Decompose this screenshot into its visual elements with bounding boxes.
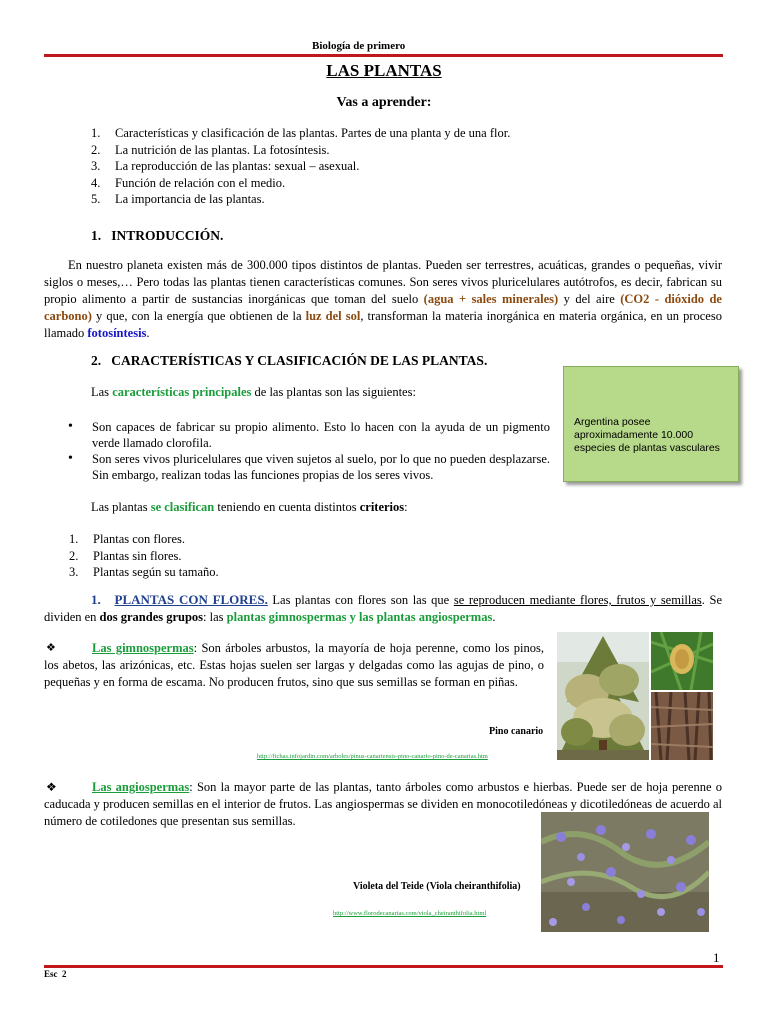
footer-rule (44, 965, 723, 968)
list-item: 2. La nutrición de las plantas. La fotosíntesis. (91, 142, 330, 157)
bullet-icon: • (68, 451, 73, 466)
list-item: 5. La importancia de las plantas. (91, 192, 265, 206)
criteria-list (69, 531, 369, 581)
characteristics-intro: Las características principales de las plantas son las siguientes: (91, 385, 416, 399)
section-heading-caracteristicas: 2. CARACTERÍSTICAS Y CLASIFICACIÓN DE LAS PLANTAS. (91, 353, 488, 368)
page-title: LAS PLANTAS (326, 61, 442, 80)
pine-caption: Pino canario (489, 726, 544, 737)
pine-cone-image (651, 632, 713, 690)
diamond-bullet-icon: ❖ (46, 642, 56, 654)
note-box-text: Argentina posee aproximadamente 10.000 especies de plantas vasculares (574, 416, 720, 454)
list-item: 1. Características y clasificación de las plantas. Partes de una planta y de una flor. (91, 126, 511, 140)
diamond-bullet-icon: ❖ (46, 780, 57, 794)
characteristics-list (66, 419, 550, 483)
header-rule (44, 54, 723, 57)
list-item: 4. Función de relación con el medio. (91, 175, 286, 190)
gymnosperms-paragraph: Las gimnospermas: Son árboles arbustos, la mayoría de hoja perenne, como los pinos, los abetos, las arizónicas, etc. Estas hojas suelen ser largas y delgadas como las agujas de pino, o pequeñas y en forma de escama. No producen frutos, sino que sus semillas se forman en piñas. (44, 641, 545, 689)
list-item: 1. Plantas con flores. (69, 532, 185, 546)
section-heading-introduccion: 1. INTRODUCCIÓN. (91, 228, 224, 243)
list-item: • Son capaces de fabricar su propio alimento. Esto lo hacen con la ayuda de un pigmento verde llamado clorofila. (68, 419, 550, 450)
bullet-icon: • (68, 419, 73, 434)
note-box (563, 366, 739, 482)
page-number: 1 (713, 950, 720, 965)
intro-paragraph: En nuestro planeta existen más de 300.000 tipos distintos de plantas. Pueden ser terrestres, acuáticas, grandes o pequeñas, vivir siglos o meses,… Pero todas las plantas tienen características comunes. Son seres vivos pluricelulares autótrofos, es decir, fabrican su propio alimento a partir de sustancias inorgánicas que toman del suelo (agua + sales minerales) y del aire (CO2 - dióxido de carbono) y que, con la energía que obtienen de la luz del sol, transforman la materia inorgánica en materia orgánica, en un proceso llamado fotosíntesis. (44, 258, 722, 340)
violet-caption: Violeta del Teide (Viola cheiranthifolia) (353, 881, 521, 892)
flowers-heading: PLANTAS CON FLORES. (114, 592, 268, 607)
header-course: Biología de primero (312, 40, 406, 52)
violet-source-link[interactable]: http://www.florodecanarias.com/viola_cheiranthifolia.html (333, 910, 487, 917)
list-item: • Son seres vivos pluricelulares que viven sujetos al suelo, por lo que no pueden desplazarse. Sin embargo, realizan todas las funciones propias de los seres vivos. (68, 451, 550, 482)
list-item: 3. Plantas según su tamaño. (69, 565, 219, 579)
classification-intro: Las plantas se clasifican teniendo en cuenta distintos criterios: (91, 500, 408, 514)
list-item: 3. La reproducción de las plantas: sexual – asexual. (91, 159, 360, 173)
footer-label: Esc 2 (44, 969, 67, 979)
angiosperms-paragraph: Las angiospermas: Son la mayor parte de las plantas, tanto árboles como arbustos e hierbas. Puede ser de hoja perenne o caducada y producen semillas en el interior de frutos. Las angiospermas se dividen en monocotiledóneas y dicotiledóneas de acuerdo al número de cotiledones que presentan sus semillas. (44, 780, 722, 828)
page-subtitle: Vas a aprender: (336, 95, 432, 110)
list-item: 2. Plantas sin flores. (69, 548, 182, 563)
objectives-list (91, 125, 691, 208)
pine-tree-image (557, 632, 649, 760)
violet-photo (541, 812, 709, 932)
pine-source-link[interactable]: http://fichas.infojardin.com/arboles/pinus-canariensis-pino-canario-pino-de-canarias.htm (257, 753, 488, 760)
pine-bark-image (651, 692, 713, 760)
flowers-paragraph: 1. PLANTAS CON FLORES. Las plantas con flores son las que se reproducen mediante flores, frutos y semillas. Se dividen en dos grandes grupos: las plantas gimnospermas y las plantas angiospermas. (44, 592, 723, 624)
